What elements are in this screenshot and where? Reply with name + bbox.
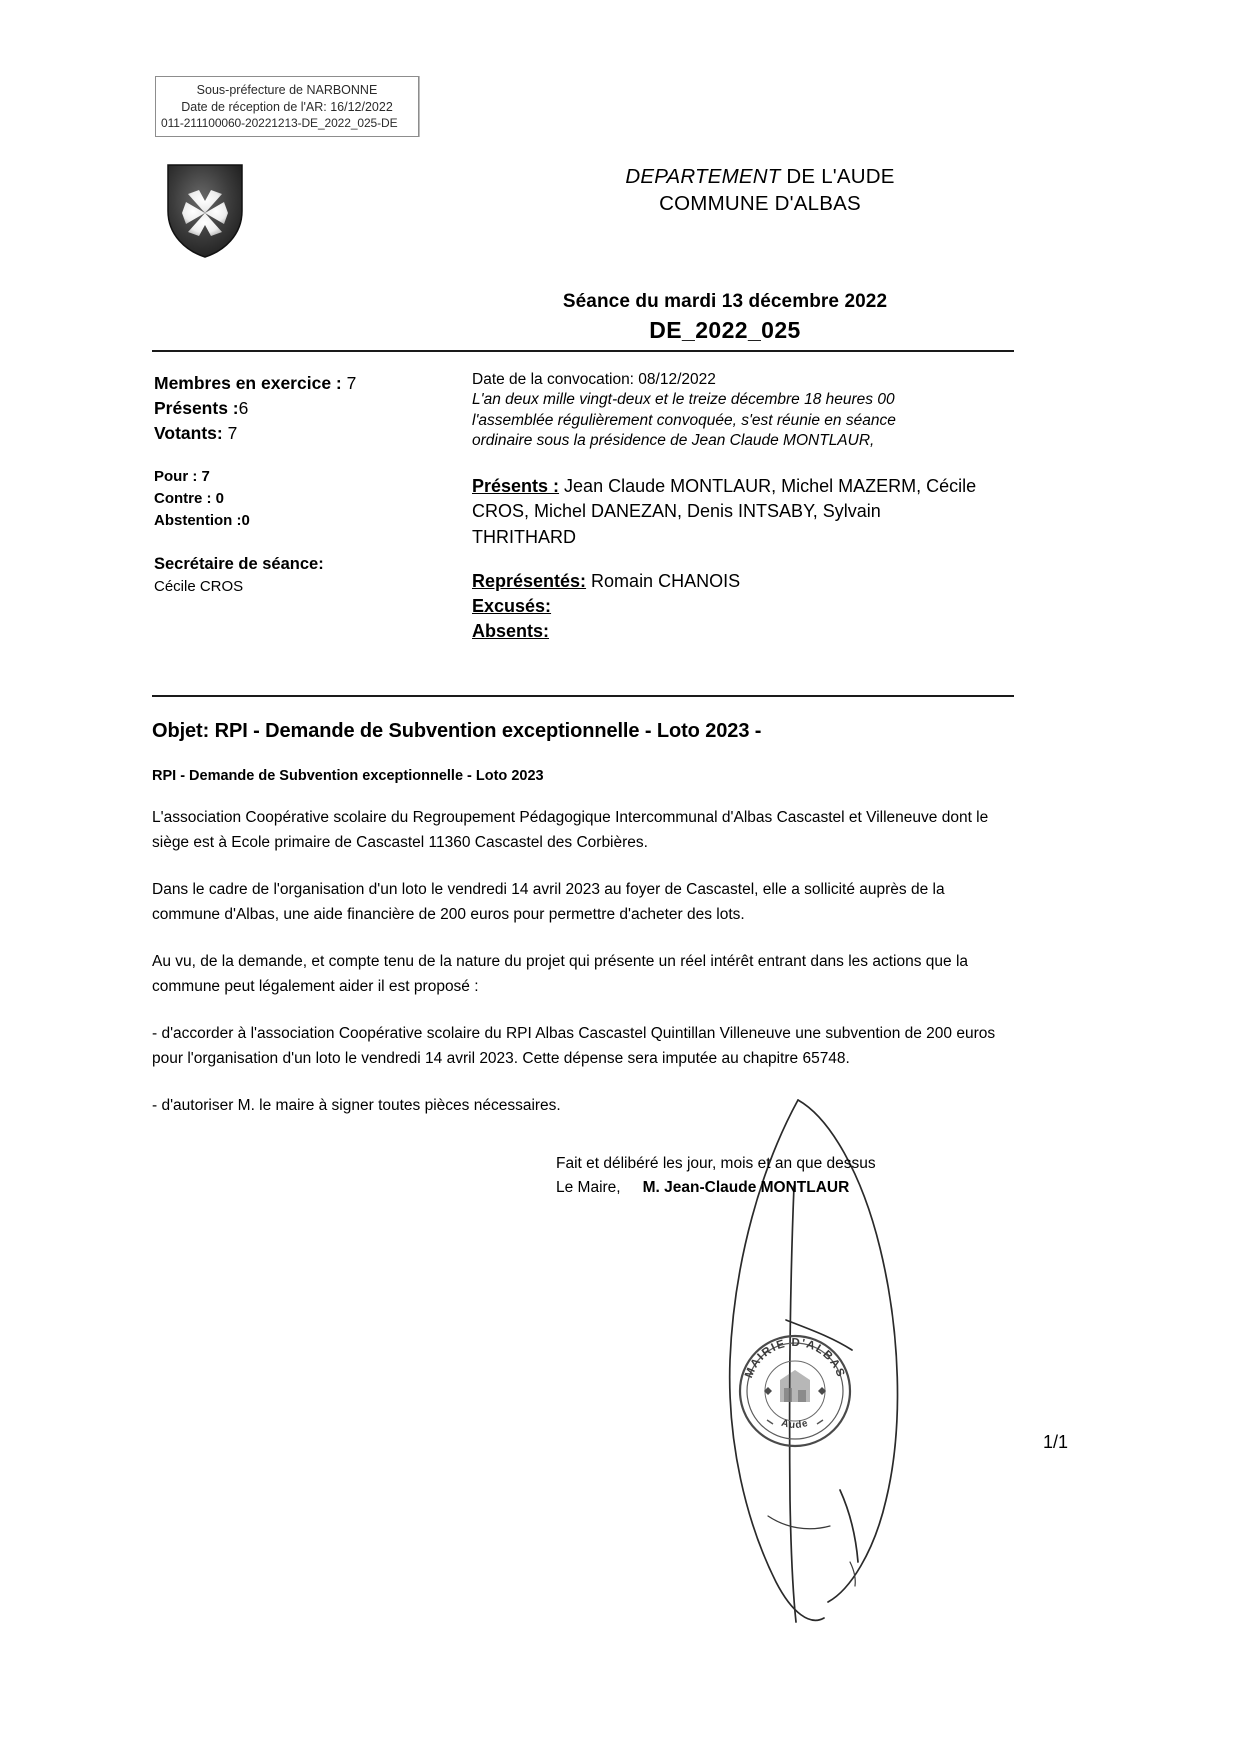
excused-members-row bbox=[472, 594, 977, 619]
divider-bottom bbox=[152, 695, 1014, 697]
members-value: 7 bbox=[346, 373, 357, 393]
mayor-signature-line bbox=[556, 1176, 956, 1200]
shield-maltese-cross-icon bbox=[166, 163, 244, 259]
document-header bbox=[500, 163, 1020, 217]
present-members-label: Présents : bbox=[472, 475, 560, 496]
preamble-line-2: l'assemblée régulièrement convoquée, s'est réunie en séance bbox=[472, 411, 896, 429]
votes-for: Pour : 7 bbox=[154, 468, 210, 485]
stamp-subprefecture: Sous-préfecture de NARBONNE bbox=[196, 83, 378, 97]
body-paragraph: Au vu, de la demande, et compte tenu de la nature du projet qui présente un réel intérêt entrant dans les actions que la commune peut légalement aider il est proposé : bbox=[152, 953, 969, 995]
spacer bbox=[154, 446, 454, 466]
secretary-label: Secrétaire de séance: bbox=[154, 555, 324, 573]
body-content bbox=[152, 805, 1000, 1140]
mayor-role-label: Le Maire, bbox=[556, 1179, 621, 1196]
members-in-office bbox=[154, 371, 454, 396]
members-label: Membres en exercice : bbox=[154, 373, 347, 393]
department-line bbox=[500, 163, 1020, 190]
mayor-name: M. Jean-Claude MONTLAUR bbox=[642, 1179, 850, 1196]
signature-block bbox=[556, 1152, 956, 1200]
department-suffix: DE L'AUDE bbox=[780, 165, 895, 188]
stamp-reference-id: 011-211100060-20221213-DE_2022_025-DE bbox=[161, 116, 398, 130]
voters-label: Votants: bbox=[154, 423, 228, 443]
represented-members-label: Représentés: bbox=[472, 571, 587, 591]
subject-heading: Objet: RPI - Demande de Subvention exceptionnelle - Loto 2023 - bbox=[152, 720, 762, 742]
svg-text:MAIRIE D'ALBAS: MAIRIE D'ALBAS bbox=[743, 1336, 847, 1380]
stamp-reception-date: Date de réception de l'AR: 16/12/2022 bbox=[181, 99, 393, 114]
excused-members-label: Excusés: bbox=[472, 596, 552, 616]
represented-members-row bbox=[472, 569, 977, 594]
present-members-row bbox=[472, 474, 977, 551]
preamble-line-3: ordinaire sous la présidence de Jean Claude MONTLAUR, bbox=[472, 432, 875, 449]
present-count-value: 6 bbox=[238, 398, 249, 418]
votes-abstention: Abstention :0 bbox=[154, 512, 250, 529]
department-word: DEPARTEMENT bbox=[625, 165, 781, 188]
subject-subtitle: RPI - Demande de Subvention exceptionnelle - Loto 2023 bbox=[152, 768, 544, 784]
preamble-line-1: L'an deux mille vingt-deux et le treize décembre 18 heures 00 bbox=[472, 391, 895, 408]
body-paragraph: L'association Coopérative scolaire du Regroupement Pédagogique Intercommunal d'Albas Cascastel et Villeneuve dont le siège est à Ecole primaire de Cascastel 11360 Cascastel des Corbières. bbox=[152, 809, 989, 851]
convocation-date: Date de la convocation: 08/12/2022 bbox=[472, 371, 716, 388]
present-members-names: Jean Claude MONTLAUR, Michel MAZERM, Cécile CROS, Michel DANEZAN, Denis INTSABY, Sylvain THRITHARD bbox=[472, 475, 977, 547]
present-count bbox=[154, 396, 454, 421]
page-number: 1/1 bbox=[1042, 1432, 1068, 1452]
represented-members-names: Romain CHANOIS bbox=[586, 571, 741, 591]
secretary-name: Cécile CROS bbox=[154, 578, 244, 595]
divider-top bbox=[152, 350, 1014, 352]
municipal-seal-stamp bbox=[736, 1332, 854, 1450]
spacer bbox=[472, 550, 977, 569]
voters-value: 7 bbox=[227, 423, 238, 443]
body-paragraph: Dans le cadre de l'organisation d'un loto le vendredi 14 avril 2023 au foyer de Cascastel, elle a sollicité auprès de la commune d'Albas, une aide financière de 200 euros pour permettre d'acheter des lots. bbox=[152, 881, 945, 923]
voters-count bbox=[154, 421, 454, 446]
attendance-lists bbox=[472, 474, 977, 645]
convocation-block bbox=[472, 369, 977, 644]
spacer bbox=[154, 532, 454, 552]
absent-members-row bbox=[472, 619, 977, 644]
body-paragraph: - d'autoriser M. le maire à signer toutes pièces nécessaires. bbox=[152, 1097, 561, 1114]
absent-members-label: Absents: bbox=[472, 621, 550, 641]
present-count-label: Présents : bbox=[154, 398, 239, 418]
attendance-counts bbox=[154, 371, 454, 598]
deliberation-closing-line: Fait et délibéré les jour, mois et an que dessus bbox=[556, 1155, 876, 1172]
commune-line: COMMUNE D'ALBAS bbox=[659, 192, 861, 215]
votes-against: Contre : 0 bbox=[154, 490, 225, 507]
session-header bbox=[430, 289, 1020, 345]
session-date-title: Séance du mardi 13 décembre 2022 bbox=[562, 291, 888, 312]
svg-text:Aude: Aude bbox=[779, 1417, 811, 1432]
deliberation-id: DE_2022_025 bbox=[649, 317, 801, 343]
reception-stamp-box bbox=[155, 76, 419, 137]
body-paragraph: - d'accorder à l'association Coopérative scolaire du RPI Albas Cascastel Quintillan Villeneuve une subvention de 200 euros pour l'organisation d'un loto le vendredi 14 avril 2023. Cette dépense sera imputée au chapitre 65748. bbox=[152, 1025, 996, 1067]
